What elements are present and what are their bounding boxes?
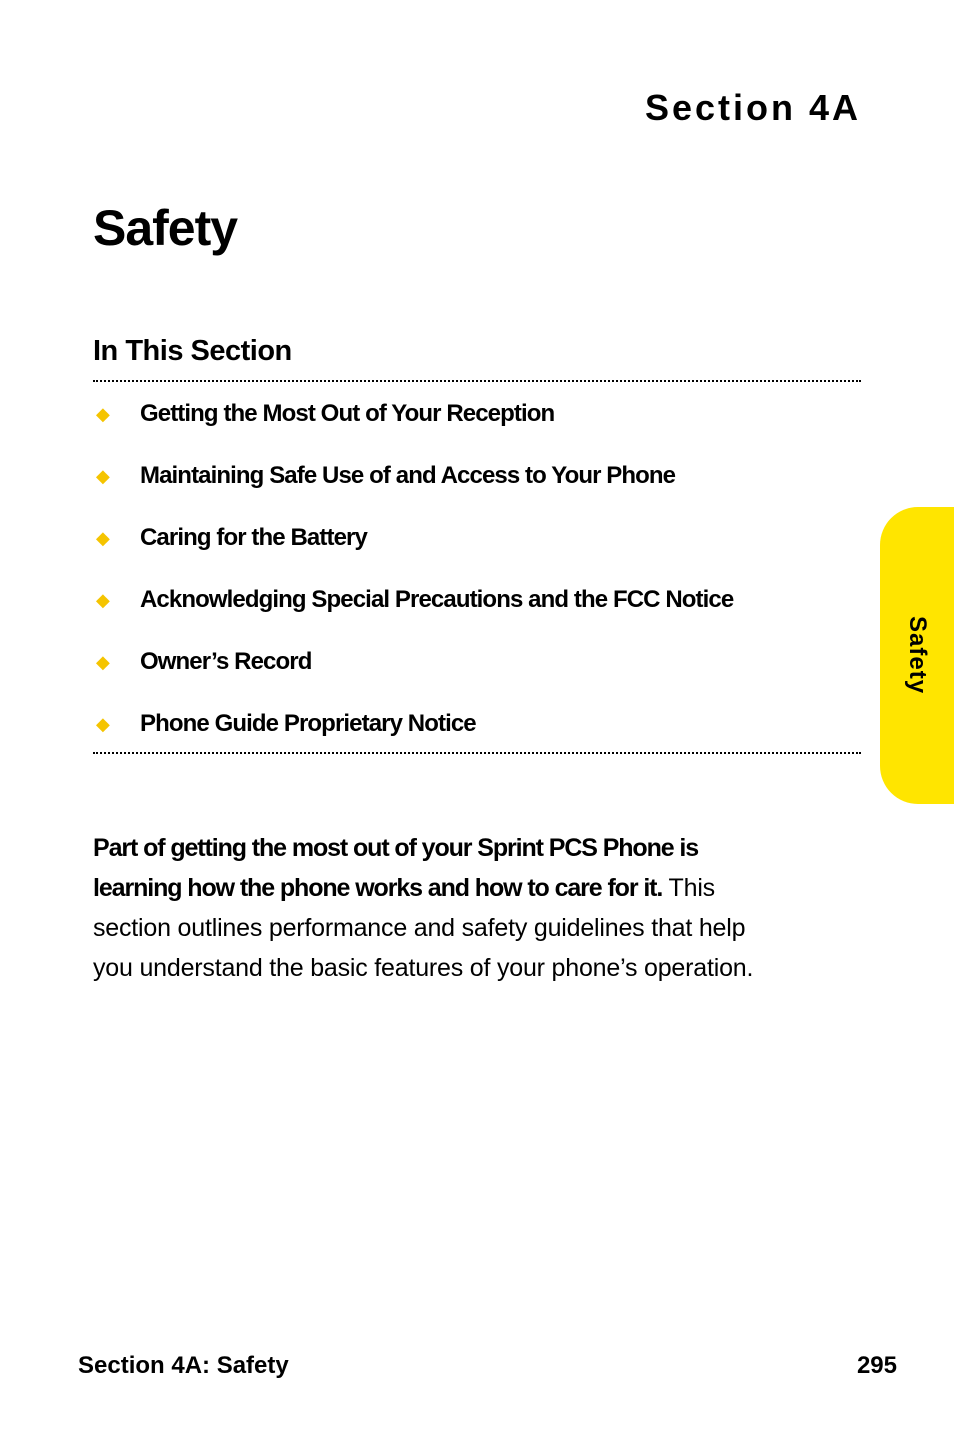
toc-divider-bottom	[93, 752, 861, 754]
toc-list	[93, 394, 861, 766]
diamond-icon: ◆	[96, 652, 110, 672]
toc-item-label: Owner’s Record	[140, 648, 312, 675]
side-tab-label: Safety	[904, 616, 931, 695]
intro-bold-text: Part of getting the most out of your Sprint PCS Phone is learning how the phone works and how to care for it.	[93, 834, 699, 902]
toc-item	[93, 580, 861, 642]
toc-item	[93, 642, 861, 704]
toc-item	[93, 518, 861, 580]
diamond-icon: ◆	[96, 714, 110, 734]
toc-heading: In This Section	[93, 335, 292, 367]
side-tab-label-wrapper	[880, 507, 954, 804]
section-label: Section 4A	[644, 87, 861, 128]
toc-divider-top	[93, 380, 861, 382]
diamond-icon: ◆	[96, 466, 110, 486]
diamond-icon: ◆	[96, 590, 110, 610]
footer-section-title: Section 4A: Safety	[78, 1352, 289, 1379]
toc-item-label: Getting the Most Out of Your Reception	[140, 400, 555, 427]
intro-paragraph	[93, 828, 783, 988]
toc-item-label: Caring for the Battery	[140, 524, 367, 551]
page-number: 295	[856, 1352, 897, 1379]
intro-body-text: This section outlines performance and safety guidelines that help you understand the basic features of your phone’s operation.	[93, 874, 754, 982]
diamond-icon: ◆	[96, 404, 110, 424]
toc-item	[93, 704, 861, 766]
toc-item	[93, 394, 861, 456]
page-title: Safety	[93, 200, 238, 256]
toc-item	[93, 456, 861, 518]
toc-item-label: Phone Guide Proprietary Notice	[140, 710, 476, 737]
toc-item-label: Acknowledging Special Precautions and the FCC Notice	[140, 586, 734, 613]
diamond-icon: ◆	[96, 528, 110, 548]
toc-item-label: Maintaining Safe Use of and Access to Your Phone	[140, 462, 676, 489]
